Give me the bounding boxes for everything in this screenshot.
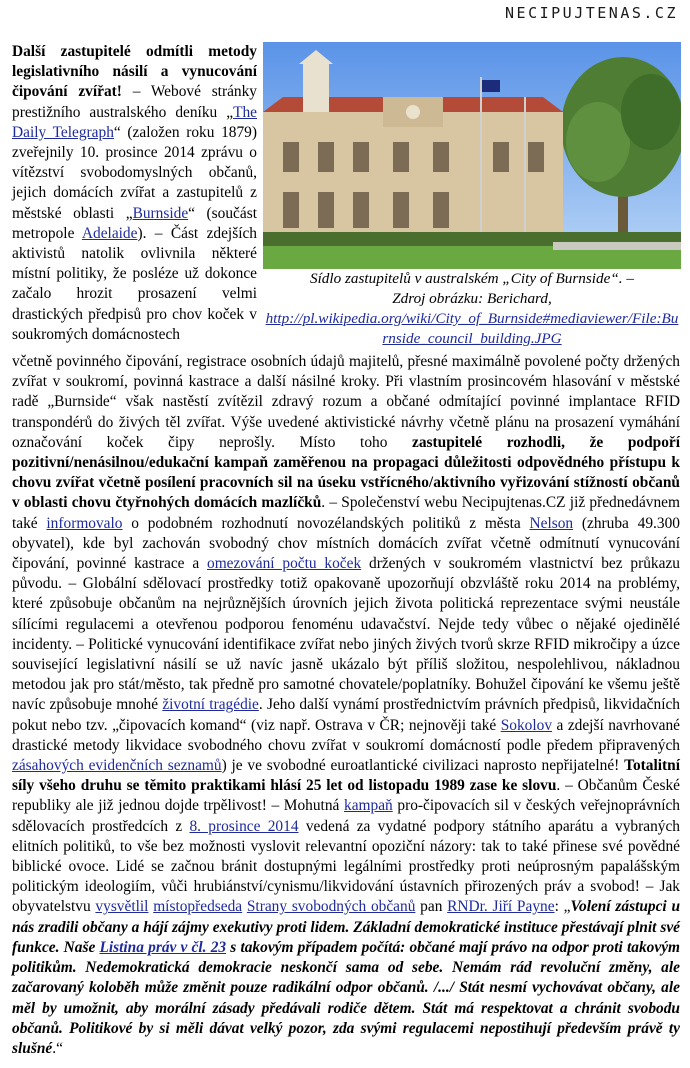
link-adelaide[interactable]: Adelaide xyxy=(81,224,138,242)
text-p4c: vedená za vydatné podpory státního aparátu a vybraných elitních politiků, to vše bez možnosti vyslovit relevantní opoziční názory: tak to také přinese své povědné biblické ovoce. Lidé se začnou bránit dostupnými legálními prostředky proti neúprosným papalášským politickým ideologiím, vůči hrubiánství/cynismu/likvidování ústavních přirozených práv a svobod! – Jak obyvatelstvu xyxy=(12,817,680,916)
text-p3c: (zhruba 49.300 obyvatel), kde byl zachován svobodný chov místních domácích zvířat včetně odmítnutí vynucování čipování, povinné kastrace a xyxy=(12,514,680,573)
text-p1a: – Webové stránky prestižního australského deníku „ xyxy=(12,83,258,121)
link-nelson[interactable]: Nelson xyxy=(529,514,574,532)
text-p3g: ) je ve svobodné euroatlantické civilizaci naprosto nepřijatelné! xyxy=(221,757,625,775)
link-kampan[interactable]: kampaň xyxy=(344,797,393,815)
link-mistopredseda[interactable]: místopředseda xyxy=(153,898,243,916)
quote-part-b: s takovým případem počítá: občané mají právo na odpor proti takovým politikům. Nedemokratická demokracie neskončí sama od sebe. Nemám rád revoluční změny, ale začarovaný koloběh může změnit pouze radikální odpor občanů. /.../ Stát nesmí vychovávat občany, ale měl by umožnit, aby morální zásady předávali rodiče dětem. Stát má respektovat a chránit svobodu občanů. Politikové by si měli dávat velký pozor, zda svými regulacemi nepostihují především právě ty slušné xyxy=(12,938,680,1057)
text-p4e: : „ xyxy=(554,898,571,916)
text-p3e: . Jeho další vynámí prostřednictvím právních předpisů, likvidačních pokut nebo tzv. „čipovacích komand“ (viz např. Ostrava v ČR; nejnověji také xyxy=(12,696,681,734)
text-p4b: pro-čipovacích sil v českých veřejnoprávních sdělovacích prostředcích z xyxy=(12,797,681,835)
text-p3d: držených v soukromém vlastnictví bez průkazu původu. – Globální sdělovací prostředky totiž opakovaně upozorňují obzvláště roku 2014 na problémy, které způsobuje občanům na nejrůznějších úrovních jejich života politická reprezentace svými neustále sílícími regulacemi a otevřenou podporou fenoménu udavačství. Nejde tedy vůbec o nějaké ojedinělé incidenty. – Politické vynucování identifikace zvířat nebo jiných živých tvorů skrze RFID mikročipy a úzce související legislativní násilí se už navíc jasně ukázalo být příliš složitou, nespolehlivou, nákladnou metodou jak pro stát/město, tak předně pro samotné chovatele/poplatníky. Bohužel čipování ke všemu ještě navíc způsobuje mnohé xyxy=(12,555,680,714)
link-telegraph[interactable]: The Daily Telegraph xyxy=(12,103,257,141)
text-bold-decision: zastupitelé rozhodli, že podpoří pozitivní/nenásilnou/edukační kampaň zaměřenou na propagaci důležitosti odpovědného přístupu k chovu zvířat včetně posílení pracovních sil na úseku vstřícného/aktivního vyřizování stížností občanů v oblasti chovu čtyřnohých domácích mazlíčků xyxy=(12,433,680,512)
text-end: .“ xyxy=(52,1039,63,1057)
link-listina[interactable] xyxy=(99,939,226,956)
article-body xyxy=(12,352,680,1059)
text-p1c: “ (součást metropole xyxy=(12,204,257,242)
link-sokolov[interactable]: Sokolov xyxy=(500,716,553,734)
article-lead-heading: Další zastupitelé odmítli metody legislativního násilí a vynucování čipování zvířat! xyxy=(12,43,257,101)
photo-caption xyxy=(263,269,681,349)
article-lead-column xyxy=(12,42,257,345)
link-vysvetlil[interactable]: vysvětlil xyxy=(95,898,149,916)
link-omezovani[interactable]: omezování počtu koček xyxy=(207,555,362,573)
link-informovalo[interactable]: informovalo xyxy=(46,514,123,532)
text-p1d: ). – Část zdejších aktivistů natolik ovlivnila některé místní politiky, že posléze už dokonce začalo hrozit prosazení velmi drastických předpisů pro chov koček v soukromých domácnostech xyxy=(12,224,257,343)
caption-line1: Sídlo zastupitelů v australském „City of Burnside“. – xyxy=(309,270,634,287)
caption-source-link[interactable]: http://pl.wikipedia.org/wiki/City_of_Burnside#mediaviewer/File:Burnside_council_building.JPG xyxy=(265,310,679,347)
link-burnside[interactable]: Burnside xyxy=(132,204,189,222)
town-hall-photo xyxy=(263,42,681,269)
text-p4a: . – Občanům České republiky ale již jednou dojde trpělivost! – Mohutná xyxy=(12,777,680,815)
text-p4d: pan xyxy=(415,898,448,916)
link-listina-text: Listina práv v čl. 23 xyxy=(99,938,227,956)
link-seznamu[interactable]: zásahových evidenčních seznamů xyxy=(12,757,222,775)
town-hall-illustration xyxy=(263,42,681,269)
link-tragedie[interactable]: životní tragédie xyxy=(162,696,259,714)
text-p1b: “ (založen roku 1879) zveřejnily 10. prosince 2014 zprávu o vítězství svobodomyslných občanů, jejich domácích zvířat a zastupitelů z městské oblasti „ xyxy=(12,123,257,222)
text-p3b: o podobném rozhodnutí novozélandských politiků z města xyxy=(122,514,530,532)
caption-line2: Zdroj obrázku: Berichard, xyxy=(392,290,552,307)
text-p2a: včetně povinného čipování, registrace osobních údajů majitelů, přesné maximálně povolené počty držených zvířat v soukromí, povinná kastrace a další násilné kroky. Při vlastním prosincovém hlasování v městské radě „Burnside“ však nastěstí zvítězil zdravý rozum a občané odmítající povinné implantace RFID transpondérů do živých těl zvířat. Výše uvedené aktivistické návrhy včetně plánu na prosazení vymáhání označování koček čipy neprošly. Místo toho xyxy=(12,353,680,451)
link-prosinec[interactable]: 8. prosince 2014 xyxy=(189,817,299,835)
text-p3f: a zdejší navrhované drastické metody likvidace svobodného chovu zvířat v soukromí domácností podle předem připravených xyxy=(12,716,680,754)
link-payne[interactable]: RNDr. Jiří Payne xyxy=(447,898,555,916)
text-p3a: . – Společenství webu Necipujtenas.CZ již přednedávnem také xyxy=(12,494,680,532)
text-bold-totalitarian: Totalitní síly všeho druhu se těmito praktikami hlásí 25 let od listopadu 1989 zase ke slovu xyxy=(12,757,680,795)
site-header: NECIPUJTENAS.CZ xyxy=(505,4,678,22)
quote-part-a: Volení zástupci u nás zradili občany a hájí zájmy exekutivy proti lidem. Základní demokratické instituce přestávají plnit své funkce. Naše xyxy=(12,898,681,956)
link-strana[interactable]: Strany svobodných občanů xyxy=(246,898,416,916)
